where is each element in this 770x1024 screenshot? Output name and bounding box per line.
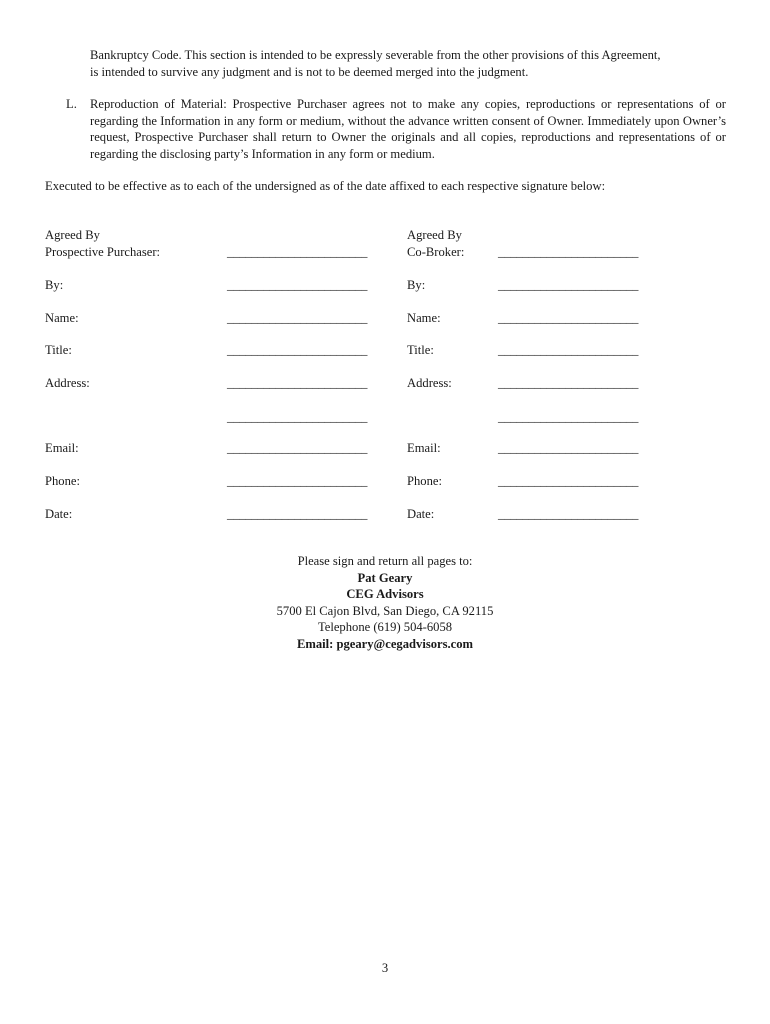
left-phone-line[interactable]: _______________________ (227, 474, 368, 488)
right-address-label: Address: (407, 376, 452, 390)
return-instruction-text: Please sign and return all pages to: (297, 554, 473, 568)
left-title-label: Title: (45, 343, 72, 357)
executed-statement: Executed to be effective as to each of the undersigned as of the date affixed to each respective signature below: (45, 179, 606, 193)
right-address-line-2[interactable]: _______________________ (498, 410, 639, 424)
continued-paragraph (90, 47, 726, 80)
right-date-label: Date: (407, 507, 435, 521)
company-email: Email: pgeary@cegadvisors.com (296, 636, 474, 651)
continued-line-2: is intended to survive any judgment and is not to be deemed merged into the judgment. (90, 64, 529, 79)
right-address-line-1[interactable]: _______________________ (498, 376, 639, 390)
left-purchaser-signature-line[interactable]: _______________________ (227, 245, 368, 259)
left-heading-line1: Agreed By (45, 228, 100, 242)
left-date-line[interactable]: _______________________ (227, 507, 368, 521)
left-name-line[interactable]: _______________________ (227, 311, 368, 325)
continued-line-1: Bankruptcy Code. This section is intended to be expressly severable from the other provisions of this Agreement, (90, 48, 661, 62)
right-by-label: By: (407, 278, 426, 292)
right-phone-line[interactable]: _______________________ (498, 474, 639, 488)
contact-name: Pat Geary (357, 570, 413, 585)
right-title-label: Title: (407, 343, 434, 357)
right-date-line[interactable]: _______________________ (498, 507, 639, 521)
right-title-line[interactable]: _______________________ (498, 343, 639, 357)
section-l-text: Reproduction of Material: Prospective Purchaser agrees not to make any copies, reproductions or representations of or regarding the Information in any form or medium, without the advance written consent of Owner. Immediately upon Owner’s request, Prospective Purchaser shall return to Owner the originals and all copies, reproductions and representations of or regarding the disclosing party’s Information in any form or medium. (90, 97, 726, 161)
right-email-label: Email: (407, 441, 441, 455)
left-heading-line2: Prospective Purchaser: (45, 245, 161, 259)
left-address-line-2[interactable]: _______________________ (227, 410, 368, 424)
left-date-label: Date: (45, 507, 73, 521)
section-l-marker: L. (66, 97, 77, 111)
right-by-line[interactable]: _______________________ (498, 278, 639, 292)
company-address: 5700 El Cajon Blvd, San Diego, CA 92115 (276, 603, 494, 618)
left-by-label: By: (45, 278, 64, 292)
left-address-line-1[interactable]: _______________________ (227, 376, 368, 390)
company-telephone: Telephone (619) 504-6058 (317, 620, 453, 634)
left-by-line[interactable]: _______________________ (227, 278, 368, 292)
company-name: CEG Advisors (346, 587, 424, 601)
page-number: 3 (381, 961, 389, 975)
left-name-label: Name: (45, 311, 79, 325)
right-email-line[interactable]: _______________________ (498, 441, 639, 455)
right-name-label: Name: (407, 311, 441, 325)
right-cobroker-signature-line[interactable]: _______________________ (498, 245, 639, 259)
right-name-line[interactable]: _______________________ (498, 311, 639, 325)
return-instructions (0, 553, 770, 652)
left-title-line[interactable]: _______________________ (227, 343, 368, 357)
right-heading-line2: Co-Broker: (407, 245, 465, 259)
left-email-label: Email: (45, 441, 79, 455)
right-heading-line1: Agreed By (407, 228, 462, 242)
section-l (66, 96, 726, 162)
left-address-label: Address: (45, 376, 90, 390)
left-phone-label: Phone: (45, 474, 80, 488)
right-phone-label: Phone: (407, 474, 442, 488)
left-email-line[interactable]: _______________________ (227, 441, 368, 455)
